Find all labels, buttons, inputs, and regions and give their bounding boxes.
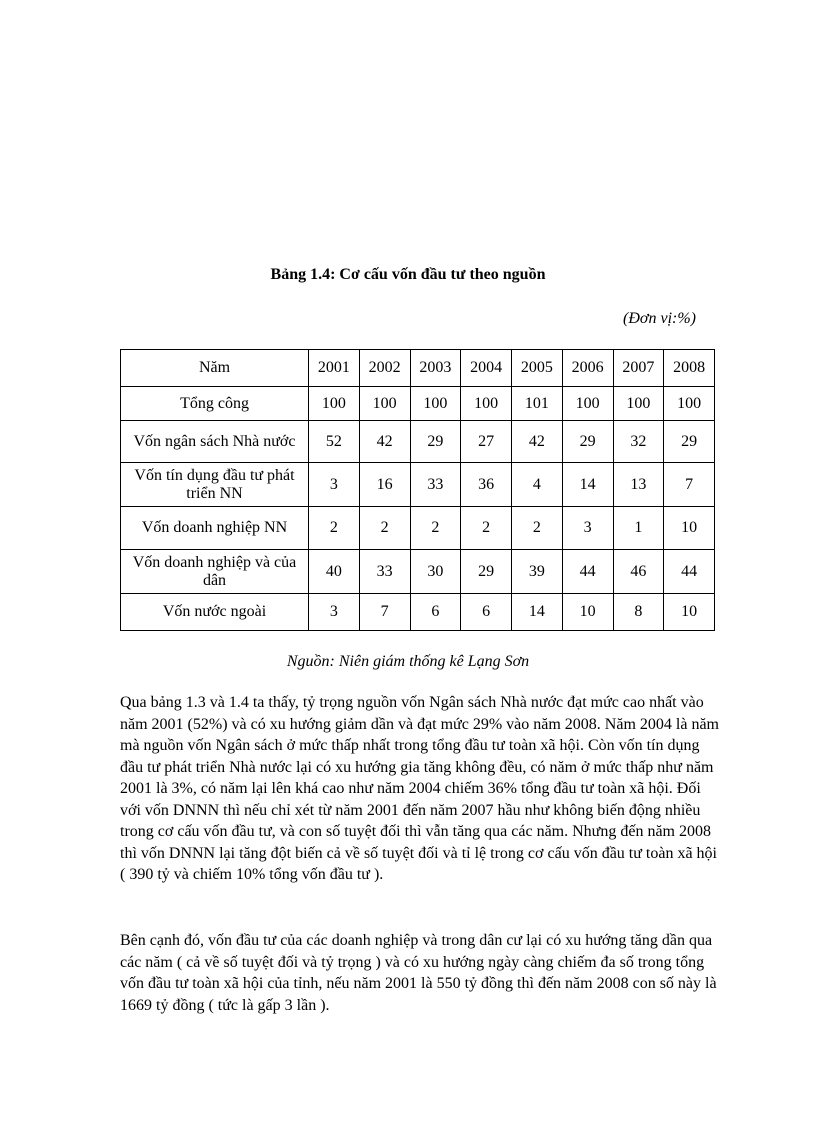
row-label: Vốn doanh nghiệp NN xyxy=(121,507,309,550)
table-cell: 2 xyxy=(512,507,563,550)
table-row xyxy=(121,594,715,631)
row-label: Vốn tín dụng đầu tư phát triển NN xyxy=(121,463,309,507)
row-label: Vốn nước ngoài xyxy=(121,594,309,631)
table-cell: 16 xyxy=(359,463,410,507)
table-cell: 30 xyxy=(410,550,461,594)
table-cell: 46 xyxy=(613,550,664,594)
table-cell: 33 xyxy=(410,463,461,507)
unit-label: (Đơn vị:%) xyxy=(623,310,696,327)
table-cell: 7 xyxy=(359,594,410,631)
table-cell: 3 xyxy=(309,463,360,507)
table-cell: 14 xyxy=(512,594,563,631)
header-cell: 2002 xyxy=(359,350,410,387)
table-cell: 101 xyxy=(512,387,563,421)
table-cell: 42 xyxy=(359,421,410,463)
table-cell: 29 xyxy=(461,550,512,594)
table-cell: 100 xyxy=(359,387,410,421)
table-cell: 3 xyxy=(562,507,613,550)
investment-structure-table xyxy=(120,349,715,631)
table-row xyxy=(121,421,715,463)
table-cell: 44 xyxy=(664,550,715,594)
header-cell: Năm xyxy=(121,350,309,387)
table-cell: 29 xyxy=(664,421,715,463)
table-cell: 36 xyxy=(461,463,512,507)
row-label: Tổng công xyxy=(121,387,309,421)
table-cell: 52 xyxy=(309,421,360,463)
table-cell: 6 xyxy=(410,594,461,631)
table-row xyxy=(121,550,715,594)
table-cell: 42 xyxy=(512,421,563,463)
body-paragraph: Qua bảng 1.3 và 1.4 ta thấy, tỷ trọng nguồn vốn Ngân sách Nhà nước đạt mức cao nhất vào năm 2001 (52%) và có xu hướng giảm dần và đạt mức 29% vào năm 2008. Năm 2004 là năm mà nguồn vốn Ngân sách ở mức thấp nhất trong tổng đầu tư toàn xã hội. Còn vốn tín dụng đầu tư phát triển Nhà nước lại có xu hướng gia tăng không đều, có năm ở mức thấp như năm 2001 là 3%, có năm lại lên khá cao như năm 2004 chiếm 36% tổng đầu tư toàn xã hội. Đối với vốn DNNN thì nếu chỉ xét từ năm 2001 đến năm 2007 hầu như không biến động nhiều trong cơ cấu vốn đầu tư, và con số tuyệt đối thì vẫn tăng qua các năm. Nhưng đến năm 2008 thì vốn DNNN lại tăng đột biến cả về số tuyệt đối và tỉ lệ trong cơ cấu vốn đầu tư toàn xã hội ( 390 tỷ và chiếm 10% tổng vốn đầu tư ). xyxy=(120,694,719,883)
table-cell: 29 xyxy=(562,421,613,463)
table-cell: 100 xyxy=(664,387,715,421)
table-cell: 40 xyxy=(309,550,360,594)
header-cell: 2004 xyxy=(461,350,512,387)
table-row xyxy=(121,507,715,550)
table-cell: 2 xyxy=(309,507,360,550)
table-cell: 10 xyxy=(664,507,715,550)
table-cell: 1 xyxy=(613,507,664,550)
table-cell: 2 xyxy=(410,507,461,550)
table-cell: 100 xyxy=(410,387,461,421)
table-cell: 2 xyxy=(461,507,512,550)
table-cell: 32 xyxy=(613,421,664,463)
header-cell: 2006 xyxy=(562,350,613,387)
table-cell: 13 xyxy=(613,463,664,507)
table-cell: 10 xyxy=(562,594,613,631)
table-cell: 100 xyxy=(461,387,512,421)
body-paragraph: Bên cạnh đó, vốn đầu tư của các doanh nghiệp và trong dân cư lại có xu hướng tăng dần qua các năm ( cả về số tuyệt đối và tỷ trọng ) và có xu hướng ngày càng chiếm đa số trong tổng vốn đầu tư toàn xã hội của tỉnh, nếu năm 2001 là 550 tỷ đồng thì đến năm 2008 con số này là 1669 tỷ đồng ( tức là gấp 3 lần ). xyxy=(120,932,717,1014)
header-cell: 2003 xyxy=(410,350,461,387)
table-cell: 100 xyxy=(613,387,664,421)
table-cell: 27 xyxy=(461,421,512,463)
source-note: Nguồn: Niên giám thống kê Lạng Sơn xyxy=(286,653,530,670)
table-cell: 33 xyxy=(359,550,410,594)
table-cell: 39 xyxy=(512,550,563,594)
table-row xyxy=(121,463,715,507)
table-cell: 6 xyxy=(461,594,512,631)
table-cell: 8 xyxy=(613,594,664,631)
header-cell: 2001 xyxy=(309,350,360,387)
table-cell: 29 xyxy=(410,421,461,463)
table-cell: 100 xyxy=(309,387,360,421)
table-row xyxy=(121,387,715,421)
table-cell: 2 xyxy=(359,507,410,550)
table-cell: 4 xyxy=(512,463,563,507)
table-title: Bảng 1.4: Cơ cấu vốn đầu tư theo nguồn xyxy=(270,266,546,283)
table-header-row xyxy=(121,350,715,387)
table-cell: 10 xyxy=(664,594,715,631)
table-cell: 3 xyxy=(309,594,360,631)
table-cell: 7 xyxy=(664,463,715,507)
table-cell: 14 xyxy=(562,463,613,507)
row-label: Vốn doanh nghiệp và của dân xyxy=(121,550,309,594)
table-cell: 100 xyxy=(562,387,613,421)
header-cell: 2005 xyxy=(512,350,563,387)
header-cell: 2007 xyxy=(613,350,664,387)
table-cell: 44 xyxy=(562,550,613,594)
row-label: Vốn ngân sách Nhà nước xyxy=(121,421,309,463)
header-cell: 2008 xyxy=(664,350,715,387)
